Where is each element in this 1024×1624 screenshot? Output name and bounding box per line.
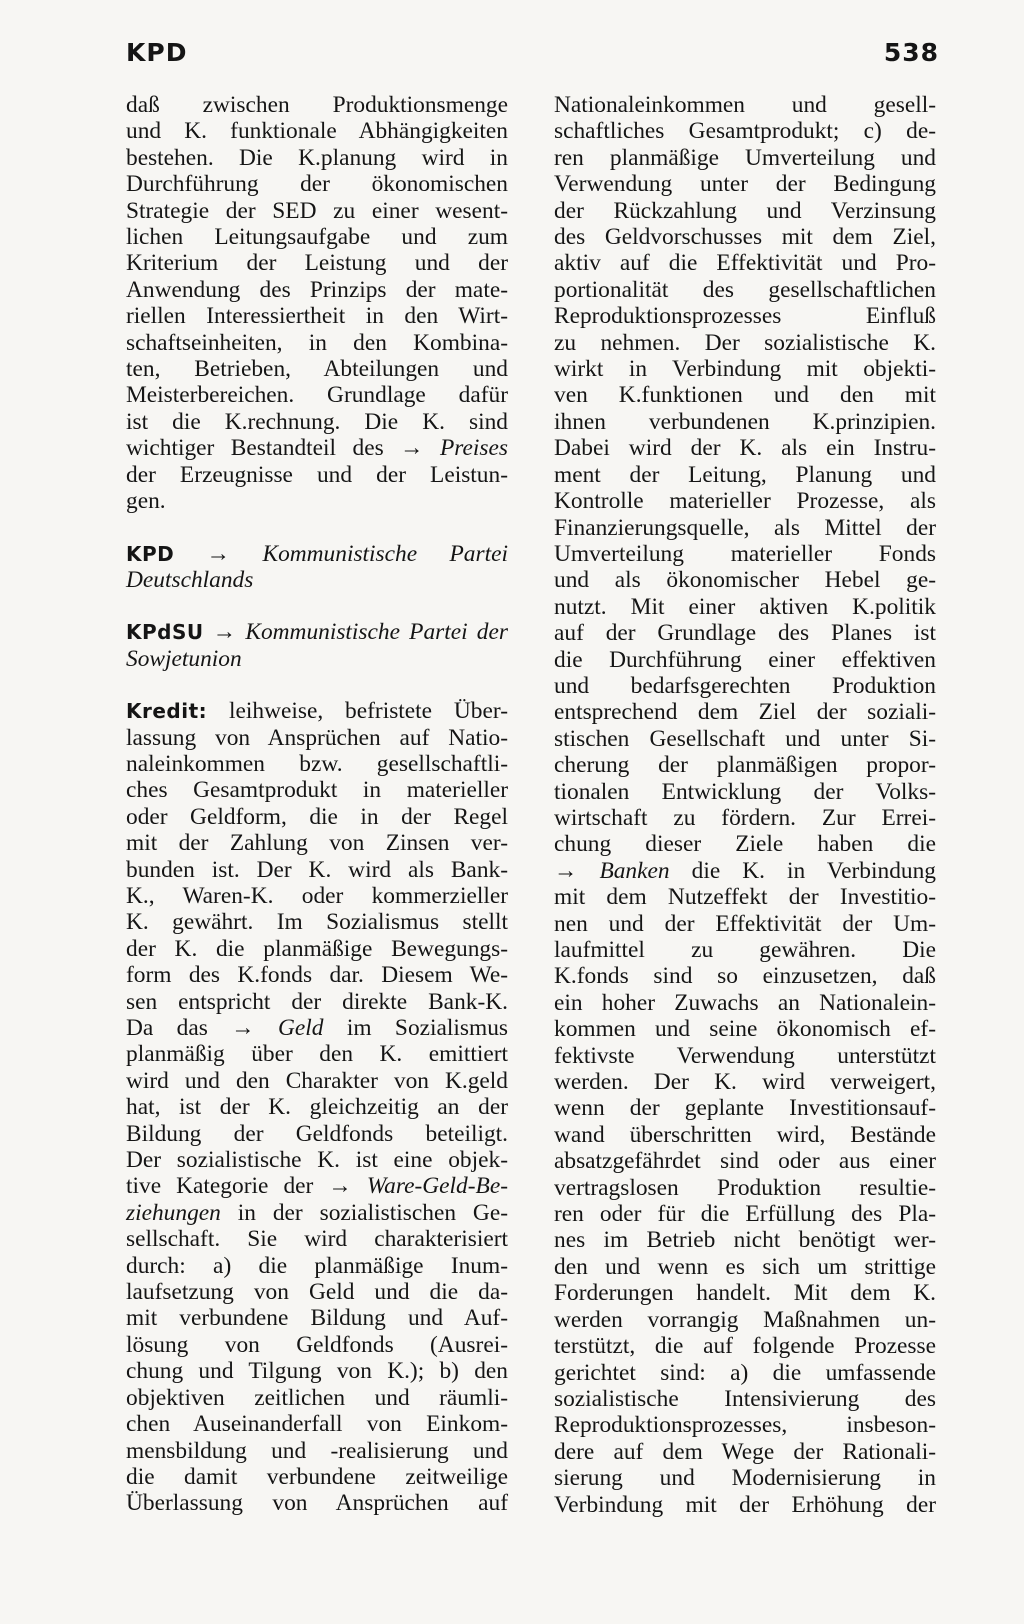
text-line: Da das → Geld im Sozialismus [126,1015,508,1041]
text-line: planmäßig über den K. emittiert [126,1041,508,1068]
text-line: die Durchführung einer effektiven [554,646,936,673]
page-number: 538 [883,38,939,67]
text-line: ren planmäßige Umverteilung und [554,144,936,171]
text-line: sen entspricht der direkte Bank-K. [126,988,508,1015]
text-line: mensbildung und -realisierung und [126,1437,508,1464]
text-line: Anwendung des Prinzips der mate- [126,276,508,303]
text-lines [126,92,508,435]
text-line: Überlassung von Ansprüchen auf [126,1490,508,1517]
text-line: gen. [126,488,166,515]
text-line: gerichtet sind: a) die umfassende [554,1359,936,1386]
text-line: ten, Betrieben, Abteilungen und [126,356,508,383]
text-lines [554,92,936,858]
text-line: wirkt in Verbindung mit objekti- [554,356,936,383]
text-line: wirtschaft zu fördern. Zur Errei- [554,804,936,831]
text-line: Meisterbereichen. Grundlage dafür [126,382,508,409]
text-line: entsprechend dem Ziel der soziali- [554,699,936,726]
text-lines [126,725,508,1015]
cross-reference[interactable]: Kommunistische Partei [262,540,508,567]
text-line: oder Geldform, die in der Regel [126,803,508,830]
text-line: mit verbundene Bildung und Auf- [126,1305,508,1332]
text-line: naleinkommen bzw. gesellschaftli- [126,750,508,777]
arrow-icon: → [212,619,237,646]
text-line: Der sozialistische K. ist eine objek- [126,1147,508,1174]
text-line: lichen Leitungsaufgabe und zum [126,224,508,251]
cross-reference-line[interactable]: Deutschlands [126,566,254,593]
text-line: Kriterium der Leistung und der [126,250,508,277]
text-line: portionalität des gesellschaftlichen [554,276,936,303]
text-line: mit der Zahlung von Zinsen ver- [126,830,508,857]
text-lines [126,462,508,515]
text-line: auf der Grundlage des Planes ist [554,620,936,647]
text-line: Strategie der SED zu einer wesent- [126,197,508,224]
text-line: fektivste Verwendung unterstützt [554,1042,936,1069]
text-line: chung und Tilgung von K.); b) den [126,1358,508,1385]
text-line: vertragslosen Produktion resultie- [554,1174,936,1201]
cross-reference[interactable]: Banken [599,857,670,884]
text-line: Dabei wird der K. als ein Instru- [554,435,936,462]
text-line: nen und der Effektivität der Um- [554,910,936,937]
text-line: ein hoher Zuwachs an Nationalein- [554,989,936,1016]
text-line: der Erzeugnisse und der Leistun- [126,461,508,488]
entry-kredit [126,698,508,1517]
text-line: ziehungen in der sozialistischen Ge- [126,1199,508,1226]
text-line: und bedarfsgerechten Produktion [554,672,936,699]
text-line: wird und den Charakter von K.geld [126,1067,508,1094]
text-line: hat, ist der K. gleichzeitig an der [126,1094,508,1121]
text-line: chen Auseinanderfall von Einkom- [126,1411,508,1438]
text-line: Durchführung der ökonomischen [126,171,508,198]
text-line: Verbindung mit der Erhöhung der [554,1491,936,1518]
text-line: stischen Gesellschaft und unter Si- [554,725,936,752]
text-line: laufsetzung von Geld und die da- [126,1279,508,1306]
text-line: terstützt, die auf folgende Prozesse [554,1333,936,1360]
text-line [126,619,508,645]
text-line: objektiven zeitlichen und räumli- [126,1384,508,1411]
arrow-icon: → [206,540,231,567]
text-line: wichtiger Bestandteil des → Preises [126,435,508,462]
text-line: Reproduktionsprozesses Einfluß [554,303,936,330]
text-line: ment der Leitung, Planung und [554,461,936,488]
text-line: Kredit: leihweise, befristete Über- [126,698,508,725]
text-line: ihnen verbundenen K.prinzipien. [554,408,936,435]
text-line: sozialistische Intensivierung des [554,1385,936,1412]
entry-kpd [126,541,508,594]
text-line: riellen Interessiertheit in den Wirt- [126,303,508,330]
running-head-keyword: KPD [126,38,188,67]
text-line: tionalen Entwicklung der Volks- [554,778,936,805]
text-line: lassung von Ansprüchen auf Natio- [126,724,508,751]
text-line: ist die K.rechnung. Die K. sind [126,408,508,435]
text-lines [126,1041,508,1173]
text-line: Verwendung unter der Bedingung [554,171,936,198]
cross-reference[interactable]: Kommunistische Partei der [245,619,508,646]
text-line: und K. funktionale Abhängigkeiten [126,118,508,145]
text-line [126,541,508,567]
cross-reference[interactable]: Geld [278,1015,324,1041]
text-line: schaftseinheiten, in den Kombina- [126,329,508,356]
text-line: und als ökonomischer Hebel ge- [554,567,936,594]
text-line: Reproduktionsprozesses, insbeson- [554,1412,936,1439]
cross-reference-line[interactable]: Sowjetunion [126,645,242,672]
text-line: ches Gesamtprodukt in materieller [126,777,508,804]
text-line: sellschaft. Sie wird charakterisiert [126,1226,508,1253]
text-line: → Banken die K. in Verbindung [554,857,936,884]
text-line: zu nehmen. Der sozialistische K. [554,329,936,356]
text-line: wenn der geplante Investitionsauf- [554,1095,936,1122]
text-line: werden vorrangig Maßnahmen un- [554,1306,936,1333]
cross-reference[interactable]: Preises [440,435,508,462]
text-line: kommen und seine ökonomisch ef- [554,1016,936,1043]
text-line: aktiv auf die Effektivität und Pro- [554,250,936,277]
text-line: der Rückzahlung und Verzinsung [554,197,936,224]
text-line: K. gewährt. Im Sozialismus stellt [126,909,508,936]
text-line: Nationaleinkommen und gesell- [554,92,936,118]
right-column [554,92,936,1518]
text-line: Kontrolle materieller Prozesse, als [554,488,936,515]
text-line: nutzt. Mit einer aktiven K.politik [554,593,936,620]
text-line: bunden ist. Der K. wird als Bank- [126,856,508,883]
text-line: cherung der planmäßigen propor- [554,752,936,779]
text-line: bestehen. Die K.planung wird in [126,144,508,171]
text-line: schaftliches Gesamtprodukt; c) de- [554,118,936,145]
entry-term: KPD [126,541,175,566]
text-line: Forderungen handelt. Mit dem K. [554,1280,936,1307]
text-line: Umverteilung materieller Fonds [554,540,936,567]
text-line: des Geldvorschusses mit dem Ziel, [554,224,936,251]
text-line: ren oder für die Erfüllung des Pla- [554,1201,936,1228]
text-line: wand überschritten wird, Bestände [554,1121,936,1148]
text-line: K.fonds sind so einzusetzen, daß [554,963,936,990]
text-line: ven K.funktionen und den mit [554,382,936,409]
text-line: die damit verbundene zeitweilige [126,1463,508,1490]
text-line: lösung von Geldfonds (Ausrei- [126,1331,508,1358]
text-line: Finanzierungsquelle, als Mittel der [554,514,936,541]
text-line: absatzgefährdet sind oder aus einer [554,1148,936,1175]
text-line: chung dieser Ziele haben die [554,831,936,858]
entry-term: KPdSU [126,620,204,645]
text-line: mit dem Nutzeffekt der Investitio- [554,884,936,911]
text-line: Bildung der Geldfonds beteiligt. [126,1120,508,1147]
text-line: durch: a) die planmäßige Inum- [126,1252,508,1279]
text-lines [554,884,936,1518]
cross-reference[interactable]: Ware-Geld-Be- [366,1173,508,1200]
left-column [126,92,508,1517]
text-lines [126,1226,508,1516]
text-line: daß zwischen Produktionsmenge [126,92,508,118]
text-line: werden. Der K. wird verweigert, [554,1069,936,1096]
text-line: den und wenn es sich um strittige [554,1253,936,1280]
text-line: dere auf dem Wege der Rationali- [554,1438,936,1465]
text-line: sierung und Modernisierung in [554,1465,936,1492]
text-line: laufmittel zu gewähren. Die [554,937,936,963]
text-line: nes im Betrieb nicht benötigt wer- [554,1227,936,1254]
cross-reference[interactable]: ziehungen [126,1199,221,1226]
entry-kpdsu [126,619,508,672]
entry-term: Kredit: [126,699,208,724]
continued-entry-text [126,92,508,515]
text-line: K., Waren-K. oder kommerzieller [126,882,508,909]
text-line: form des K.fonds dar. Diesem We- [126,962,508,989]
text-line: tive Kategorie der → Ware-Geld-Be- [126,1173,508,1200]
text-line: der K. die planmäßige Bewegungs- [126,935,508,962]
